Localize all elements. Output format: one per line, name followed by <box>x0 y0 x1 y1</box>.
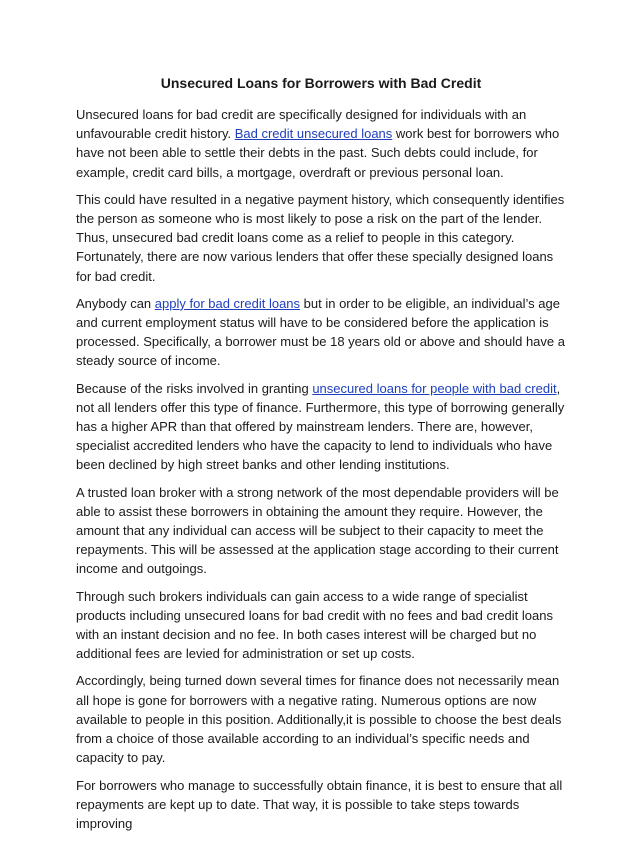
paragraph-payment-history <box>76 190 566 286</box>
paragraph-text: A trusted loan broker with a strong network of the most dependable providers will be able to assist these borrowers in obtaining the amount they require. However, the amount that any individual can access will be subject to their capacity to meet the repayments. This will be assessed at the application stage according to their current income and outgoings. <box>76 484 559 577</box>
paragraph-text: Through such brokers individuals can gain access to a wide range of specialist products including unsecured loans for bad credit with no fees and bad credit loans with an instant decision and no fee. In both cases interest will be charged but no additional fees are levied for administration or set up costs. <box>76 588 553 662</box>
link-unsecured-loans-bad-credit[interactable]: unsecured loans for people with bad credit <box>312 380 557 396</box>
paragraph-text: This could have resulted in a negative payment history, which consequently identifies the person as someone who is most likely to pose a risk on the part of the lender. Thus, unsecured bad credit loans come as a relief to people in this category. Fortunately, there are now various lenders that offer these specially designed loans for bad credit. <box>76 191 565 284</box>
paragraph-text: Anybody can <box>76 295 155 311</box>
paragraph-risks <box>76 379 566 475</box>
paragraph-text: but in order to be eligible, an individual’s age and current employment status will have to be considered before the application is processed. Specifically, a borrower must be 18 years old or above and should have a steady source of income. <box>76 295 565 369</box>
paragraph-text: For borrowers who manage to successfully obtain finance, it is best to ensure that all repayments are kept up to date. That way, it is possible to take steps towards improving <box>76 777 563 831</box>
document-page <box>76 74 566 841</box>
paragraph-text: , not all lenders offer this type of finance. Furthermore, this type of borrowing generally has a higher APR than that offered by mainstream lenders. There are, however, specialist accredited lenders who have the capacity to lend to individuals who have been declined by high street banks and other lending institutions. <box>76 380 565 473</box>
link-apply-for-bad-credit-loans[interactable]: apply for bad credit loans <box>154 295 301 311</box>
paragraph-text: Accordingly, being turned down several times for finance does not necessarily mean all hope is gone for borrowers with a negative rating. Numerous options are now available to people in this position. Additionally,it is possible to choose the best deals from a choice of those available according to an individual’s specific needs and capacity to pay. <box>76 673 562 766</box>
paragraph-text: Unsecured loans for bad credit are specifically designed for individuals with an unfavourable credit history. <box>76 107 527 142</box>
paragraph-options <box>76 671 566 767</box>
link-bad-credit-unsecured-loans[interactable]: Bad credit unsecured loans <box>234 126 393 142</box>
paragraph-repayments <box>76 776 566 834</box>
paragraph-intro <box>76 105 566 182</box>
paragraph-specialist-products <box>76 587 566 664</box>
paragraph-broker <box>76 483 566 579</box>
paragraph-eligibility <box>76 294 566 371</box>
paragraph-text: Because of the risks involved in granting <box>76 380 313 396</box>
document-title: Unsecured Loans for Borrowers with Bad Credit <box>160 75 482 91</box>
paragraph-text: work best for borrowers who have not been able to settle their debts in the past. Such debts could include, for example, credit card bills, a mortgage, overdraft or previous personal loan. <box>76 126 560 180</box>
